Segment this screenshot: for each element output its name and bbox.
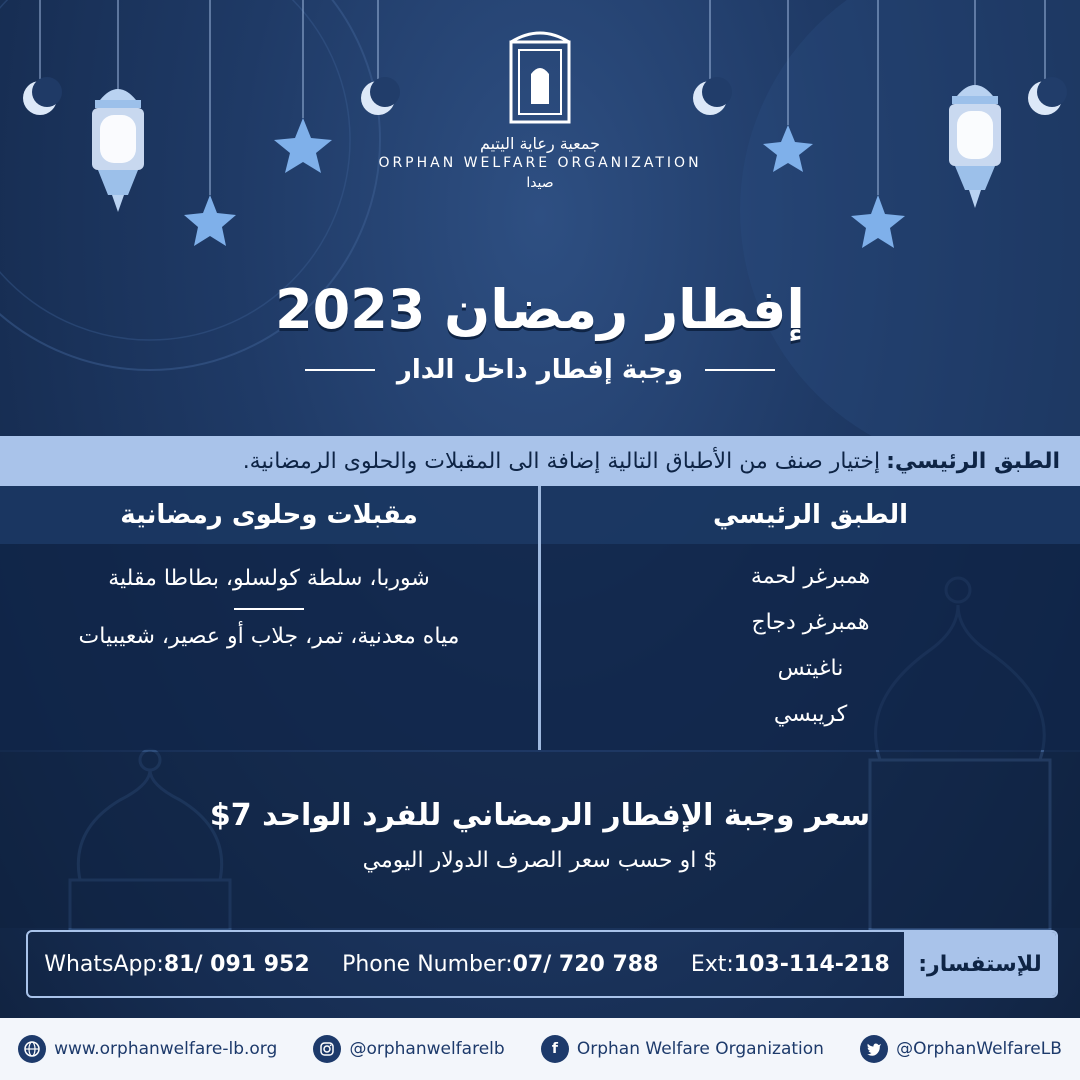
logo-block <box>0 24 1080 191</box>
ext-number: 103-114-218 <box>733 951 890 977</box>
appetizers-list <box>0 544 538 654</box>
ext-contact <box>691 952 890 977</box>
list-item: ناغيتس <box>777 656 844 681</box>
phone-label: Phone Number: <box>342 951 513 977</box>
list-item: همبرغر دجاج <box>751 610 870 635</box>
org-name-ar: جمعية رعاية اليتيم <box>479 134 601 153</box>
phone-number: 07/ 720 788 <box>512 951 659 977</box>
price-block <box>0 752 1080 928</box>
list-item: مياه معدنية، تمر، جلاب أو عصير، شعيبيات <box>78 624 460 649</box>
globe-icon <box>18 1035 46 1063</box>
intro-text: إختيار صنف من الأطباق التالية إضافة الى المقبلات والحلوى الرمضانية. <box>242 448 881 474</box>
ext-label: Ext: <box>690 951 734 977</box>
whatsapp-number: 81/ 091 952 <box>163 951 310 977</box>
contact-label: للإستفسار: <box>904 932 1056 996</box>
star-icon <box>184 195 236 246</box>
instagram-text: @orphanwelfarelb <box>349 1039 505 1059</box>
org-name-en: ORPHAN WELFARE ORGANIZATION <box>378 155 702 171</box>
facebook-icon: f <box>541 1035 569 1063</box>
twitter-text: @OrphanWelfareLB <box>896 1039 1062 1059</box>
twitter-link[interactable] <box>860 1035 1062 1063</box>
facebook-link[interactable] <box>541 1035 824 1063</box>
website-text: www.orphanwelfare-lb.org <box>54 1039 278 1059</box>
divider-line <box>234 608 304 610</box>
page-title: إفطار رمضان 2023 <box>275 278 805 341</box>
page-subtitle: وجبة إفطار داخل الدار <box>396 355 684 385</box>
list-item: كريبسي <box>773 702 848 727</box>
divider-line <box>305 369 375 371</box>
instagram-icon <box>313 1035 341 1063</box>
intro-banner <box>0 436 1080 486</box>
phone-contact[interactable] <box>342 952 658 977</box>
organization-logo <box>505 24 575 124</box>
menu-table <box>0 486 1080 750</box>
subtitle-row <box>0 355 1080 385</box>
list-item: شوربا، سلطة كولسلو، بطاطا مقلية <box>108 566 430 591</box>
divider-line <box>705 369 775 371</box>
appetizers-heading: مقبلات وحلوى رمضانية <box>0 486 538 544</box>
main-course-list <box>541 544 1080 738</box>
facebook-text: Orphan Welfare Organization <box>576 1039 824 1059</box>
org-city: صيدا <box>526 175 554 191</box>
intro-label: الطبق الرئيسي: <box>886 448 1060 474</box>
contact-box <box>26 930 1058 998</box>
price-note: $ او حسب سعر الصرف الدولار اليومي <box>362 848 718 873</box>
main-course-heading: الطبق الرئيسي <box>541 486 1080 544</box>
whatsapp-label: WhatsApp: <box>44 951 164 977</box>
twitter-icon <box>860 1035 888 1063</box>
price-text: سعر وجبة الإفطار الرمضاني للفرد الواحد 7$ <box>209 798 871 833</box>
instagram-link[interactable] <box>313 1035 504 1063</box>
list-item: همبرغر لحمة <box>750 564 871 589</box>
footer <box>0 1018 1080 1080</box>
website-link[interactable] <box>18 1035 277 1063</box>
whatsapp-contact[interactable] <box>44 952 310 977</box>
contact-items <box>28 932 906 996</box>
